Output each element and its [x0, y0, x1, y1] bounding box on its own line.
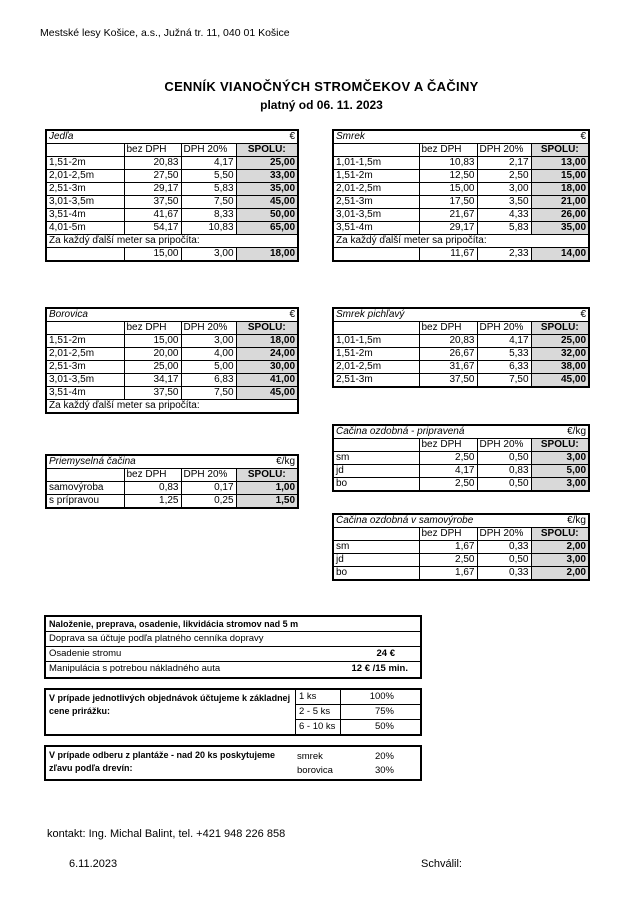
vat-cell: 5,00 [181, 361, 236, 374]
vat-cell: 4,00 [181, 348, 236, 361]
vat-cell: 7,50 [181, 387, 236, 400]
discount-text: V prípade odberu z plantáže - nad 20 ks poskytujeme zľavu podľa drevín: [49, 750, 276, 773]
page-subtitle: platný od 06. 11. 2023 [260, 98, 383, 112]
total-cell: 13,00 [531, 157, 589, 170]
table-title: Borovica [46, 308, 236, 322]
vat-cell: 0,50 [477, 478, 531, 492]
total-cell: 33,00 [236, 170, 298, 183]
table-row [333, 335, 589, 348]
table-title-row [333, 425, 589, 439]
size-cell: 2,51-3m [333, 196, 419, 209]
table-title-row [333, 130, 589, 144]
type-cell: bo [333, 567, 419, 581]
price-cell: 29,17 [419, 222, 477, 235]
surcharge-pct: 50% [374, 721, 394, 732]
table-row [333, 209, 589, 222]
services-handling-row [46, 662, 420, 676]
table-row [46, 482, 298, 495]
header-bez: bez DPH [124, 144, 181, 157]
table-title: Čačina ozdobná v samovýrobe [333, 514, 531, 528]
price-cell: 2,50 [419, 478, 477, 492]
price-cell: 11,67 [419, 248, 477, 262]
table-row [46, 222, 298, 235]
size-cell: 1,51-2m [333, 348, 419, 361]
discount-pct: 30% [374, 765, 394, 776]
table-row [46, 387, 298, 400]
size-cell: 1,01-1,5m [333, 157, 419, 170]
total-cell: 18,00 [236, 248, 298, 262]
vat-cell: 8,33 [181, 209, 236, 222]
header-dph: DPH 20% [181, 469, 236, 482]
size-cell: 3,51-4m [46, 209, 124, 222]
total-cell: 18,00 [236, 335, 298, 348]
table-title-row [46, 308, 298, 322]
header-empty [46, 322, 124, 335]
table-row [333, 452, 589, 465]
header-empty [46, 144, 124, 157]
size-cell: 1,51-2m [46, 157, 124, 170]
size-cell: 3,01-3,5m [46, 374, 124, 387]
surcharge-qty: 1 ks [296, 690, 340, 705]
table-title-row [333, 514, 589, 528]
size-cell: 2,51-3m [46, 361, 124, 374]
price-cell: 37,50 [124, 387, 181, 400]
extra-row [46, 248, 298, 262]
surcharge-pct: 75% [341, 705, 420, 720]
services-title: Naloženie, preprava, osadenie, likvidácia stromov nad 5 m [46, 617, 420, 632]
vat-cell: 0,83 [477, 465, 531, 478]
table-row [333, 157, 589, 170]
table-row [333, 567, 589, 581]
header-dph: DPH 20% [477, 144, 531, 157]
vat-cell: 0,25 [181, 495, 236, 509]
header-dph: DPH 20% [181, 144, 236, 157]
vat-cell: 5,33 [477, 348, 531, 361]
size-cell: 2,01-2,5m [46, 348, 124, 361]
price-cell: 26,67 [419, 348, 477, 361]
currency-label: € [531, 308, 589, 322]
smrek-table [332, 129, 590, 262]
header-empty [333, 322, 419, 335]
price-cell: 20,83 [124, 157, 181, 170]
table-row [46, 183, 298, 196]
table-title: Čačina ozdobná - pripravená [333, 425, 531, 439]
table-row [333, 554, 589, 567]
currency-label: €/kg [531, 425, 589, 439]
total-cell: 3,00 [531, 554, 589, 567]
total-cell: 1,00 [236, 482, 298, 495]
price-cell: 27,50 [124, 170, 181, 183]
vat-cell: 5,83 [477, 222, 531, 235]
price-cell: 54,17 [124, 222, 181, 235]
vat-cell: 6,83 [181, 374, 236, 387]
header-bez: bez DPH [419, 144, 477, 157]
extra-label: Za každý ďalší meter sa pripočíta: [46, 235, 298, 248]
extra-label: Za každý ďalší meter sa pripočíta: [333, 235, 589, 248]
header-empty [333, 144, 419, 157]
smrek-pichlavy-table [332, 307, 590, 388]
vat-cell: 2,33 [477, 248, 531, 262]
document-date: 6.11.2023 [69, 858, 118, 870]
price-cell: 4,17 [419, 465, 477, 478]
total-cell: 15,00 [531, 170, 589, 183]
handling-price: 12 € /15 min. [351, 663, 408, 674]
vat-cell: 6,33 [477, 361, 531, 374]
total-cell: 41,00 [236, 374, 298, 387]
header-spolu: SPOLU: [531, 322, 589, 335]
total-cell: 25,00 [531, 335, 589, 348]
table-title-row [46, 130, 298, 144]
total-cell: 26,00 [531, 209, 589, 222]
cacina-samovyroba-table [332, 513, 590, 581]
header-bez: bez DPH [419, 439, 477, 452]
total-cell: 24,00 [236, 348, 298, 361]
surcharge-text: V prípade jednotlivých objednávok účtujeme k základnej cene prirážku: [49, 693, 291, 716]
size-cell: 3,51-4m [46, 387, 124, 400]
total-cell: 45,00 [236, 387, 298, 400]
header-empty [333, 528, 419, 541]
type-cell: sm [333, 541, 419, 554]
price-cell: 0,83 [124, 482, 181, 495]
header-spolu: SPOLU: [236, 469, 298, 482]
header-spolu: SPOLU: [236, 144, 298, 157]
size-cell: 1,51-2m [46, 335, 124, 348]
vat-cell: 0,33 [477, 567, 531, 581]
total-cell: 32,00 [531, 348, 589, 361]
discount-species: smrek [297, 751, 323, 762]
size-cell: 4,01-5m [46, 222, 124, 235]
currency-label: €/kg [531, 514, 589, 528]
size-cell: 1,51-2m [333, 170, 419, 183]
contact-line: kontakt: Ing. Michal Balint, tel. +421 948 226 858 [47, 828, 286, 840]
currency-label: € [236, 308, 298, 322]
total-cell: 45,00 [531, 374, 589, 388]
total-cell: 21,00 [531, 196, 589, 209]
vat-cell: 4,33 [477, 209, 531, 222]
price-cell: 29,17 [124, 183, 181, 196]
table-row [333, 374, 589, 388]
price-cell: 31,67 [419, 361, 477, 374]
total-cell: 14,00 [531, 248, 589, 262]
vat-cell: 3,00 [477, 183, 531, 196]
priemyselna-cacina-table [45, 454, 299, 509]
price-cell: 10,83 [419, 157, 477, 170]
type-cell: bo [333, 478, 419, 492]
price-cell: 15,00 [124, 248, 181, 262]
header-row [46, 322, 298, 335]
header-dph: DPH 20% [477, 439, 531, 452]
table-title-row [333, 308, 589, 322]
size-cell: 2,51-3m [333, 374, 419, 388]
type-cell: samovýroba [46, 482, 124, 495]
header-spolu: SPOLU: [531, 528, 589, 541]
table-row [46, 196, 298, 209]
table-row [46, 209, 298, 222]
header-row [333, 439, 589, 452]
header-spolu: SPOLU: [531, 439, 589, 452]
table-row [333, 348, 589, 361]
size-cell: 3,51-4m [333, 222, 419, 235]
currency-label: €/kg [236, 455, 298, 469]
vat-cell: 5,83 [181, 183, 236, 196]
table-row [333, 361, 589, 374]
total-cell: 50,00 [236, 209, 298, 222]
extra-row [333, 248, 589, 262]
planting-label: Osadenie stromu [49, 648, 122, 659]
table-row [46, 170, 298, 183]
table-row [46, 348, 298, 361]
surcharge-qty: 2 - 5 ks [296, 705, 340, 720]
price-cell: 2,50 [419, 452, 477, 465]
services-box [44, 615, 422, 679]
type-cell: s prípravou [46, 495, 124, 509]
table-title: Priemyselná čačina [46, 455, 236, 469]
size-cell: 2,51-3m [46, 183, 124, 196]
total-cell: 35,00 [236, 183, 298, 196]
vat-cell: 0,50 [477, 452, 531, 465]
planting-price: 24 € [376, 648, 395, 659]
discount-pct: 20% [374, 751, 394, 762]
vat-cell: 3,00 [181, 335, 236, 348]
services-planting-row [46, 647, 420, 662]
price-cell: 1,67 [419, 567, 477, 581]
total-cell: 2,00 [531, 567, 589, 581]
header-bez: bez DPH [124, 469, 181, 482]
price-cell: 15,00 [419, 183, 477, 196]
header-dph: DPH 20% [477, 528, 531, 541]
vat-cell: 0,50 [477, 554, 531, 567]
borovica-table [45, 307, 299, 414]
vat-cell: 0,17 [181, 482, 236, 495]
header-empty [333, 439, 419, 452]
total-cell: 38,00 [531, 361, 589, 374]
size-cell: 2,01-2,5m [46, 170, 124, 183]
type-cell: jd [333, 465, 419, 478]
price-cell: 21,67 [419, 209, 477, 222]
vat-cell: 7,50 [477, 374, 531, 388]
price-cell: 25,00 [124, 361, 181, 374]
total-cell: 3,00 [531, 478, 589, 492]
type-cell: jd [333, 554, 419, 567]
page-title: CENNÍK VIANOČNÝCH STROMČEKOV A ČAČINY [164, 79, 479, 94]
total-cell: 5,00 [531, 465, 589, 478]
vat-cell: 4,17 [181, 157, 236, 170]
type-cell: sm [333, 452, 419, 465]
price-cell: 1,67 [419, 541, 477, 554]
vat-cell: 5,50 [181, 170, 236, 183]
vat-cell: 0,33 [477, 541, 531, 554]
total-cell: 3,00 [531, 452, 589, 465]
price-cell: 20,83 [419, 335, 477, 348]
price-cell: 1,25 [124, 495, 181, 509]
size-cell [46, 248, 124, 262]
total-cell: 2,00 [531, 541, 589, 554]
table-row [333, 465, 589, 478]
vat-cell: 2,17 [477, 157, 531, 170]
table-title: Smrek pichľavý [333, 308, 531, 322]
currency-label: € [531, 130, 589, 144]
header-bez: bez DPH [419, 322, 477, 335]
size-cell: 2,01-2,5m [333, 183, 419, 196]
price-cell: 41,67 [124, 209, 181, 222]
table-title: Smrek [333, 130, 531, 144]
surcharge-qty: 6 - 10 ks [299, 721, 336, 732]
table-row [46, 374, 298, 387]
price-cell: 17,50 [419, 196, 477, 209]
surcharge-qty-col [296, 690, 341, 734]
table-row [46, 335, 298, 348]
size-cell: 2,01-2,5m [333, 361, 419, 374]
header-dph: DPH 20% [181, 322, 236, 335]
vat-cell: 10,83 [181, 222, 236, 235]
total-cell: 1,50 [236, 495, 298, 509]
extra-label: Za každý ďalší meter sa pripočíta: [46, 400, 298, 414]
header-spolu: SPOLU: [531, 144, 589, 157]
header-bez: bez DPH [124, 322, 181, 335]
extra-label-row [333, 235, 589, 248]
cacina-pripravena-table [332, 424, 590, 492]
total-cell: 35,00 [531, 222, 589, 235]
header-row [333, 144, 589, 157]
discount-box [44, 745, 422, 781]
header-spolu: SPOLU: [236, 322, 298, 335]
vat-cell: 7,50 [181, 196, 236, 209]
size-cell: 3,01-3,5m [46, 196, 124, 209]
table-row [333, 170, 589, 183]
approved-label: Schválil: [421, 858, 462, 870]
extra-label-row [46, 400, 298, 414]
size-cell [333, 248, 419, 262]
price-cell: 20,00 [124, 348, 181, 361]
extra-label-row [46, 235, 298, 248]
total-cell: 30,00 [236, 361, 298, 374]
price-cell: 2,50 [419, 554, 477, 567]
surcharge-pct: 100% [341, 690, 420, 705]
size-cell: 3,01-3,5m [333, 209, 419, 222]
table-row [46, 495, 298, 509]
jedla-table [45, 129, 299, 262]
vat-cell: 3,00 [181, 248, 236, 262]
total-cell: 18,00 [531, 183, 589, 196]
table-row [333, 183, 589, 196]
price-cell: 12,50 [419, 170, 477, 183]
table-row [46, 157, 298, 170]
price-cell: 37,50 [419, 374, 477, 388]
size-cell: 1,01-1,5m [333, 335, 419, 348]
table-row [333, 541, 589, 554]
table-title-row [46, 455, 298, 469]
total-cell: 45,00 [236, 196, 298, 209]
services-transport: Doprava sa účtuje podľa platného cenníka dopravy [46, 632, 420, 647]
table-row [333, 196, 589, 209]
table-title: Jedľa [46, 130, 236, 144]
price-cell: 15,00 [124, 335, 181, 348]
vat-cell: 4,17 [477, 335, 531, 348]
header-empty [46, 469, 124, 482]
total-cell: 25,00 [236, 157, 298, 170]
company-header: Mestské lesy Košice, a.s., Južná tr. 11, 040 01 Košice [40, 27, 290, 39]
price-cell: 37,50 [124, 196, 181, 209]
table-row [333, 478, 589, 492]
header-dph: DPH 20% [477, 322, 531, 335]
header-row [333, 322, 589, 335]
vat-cell: 3,50 [477, 196, 531, 209]
header-row [333, 528, 589, 541]
surcharge-box [44, 688, 422, 736]
vat-cell: 2,50 [477, 170, 531, 183]
table-row [333, 222, 589, 235]
header-row [46, 144, 298, 157]
total-cell: 65,00 [236, 222, 298, 235]
header-bez: bez DPH [419, 528, 477, 541]
price-cell: 34,17 [124, 374, 181, 387]
handling-label: Manipulácia s potrebou nákladného auta [49, 663, 221, 674]
table-row [46, 361, 298, 374]
currency-label: € [236, 130, 298, 144]
header-row [46, 469, 298, 482]
discount-species: borovica [297, 765, 333, 776]
